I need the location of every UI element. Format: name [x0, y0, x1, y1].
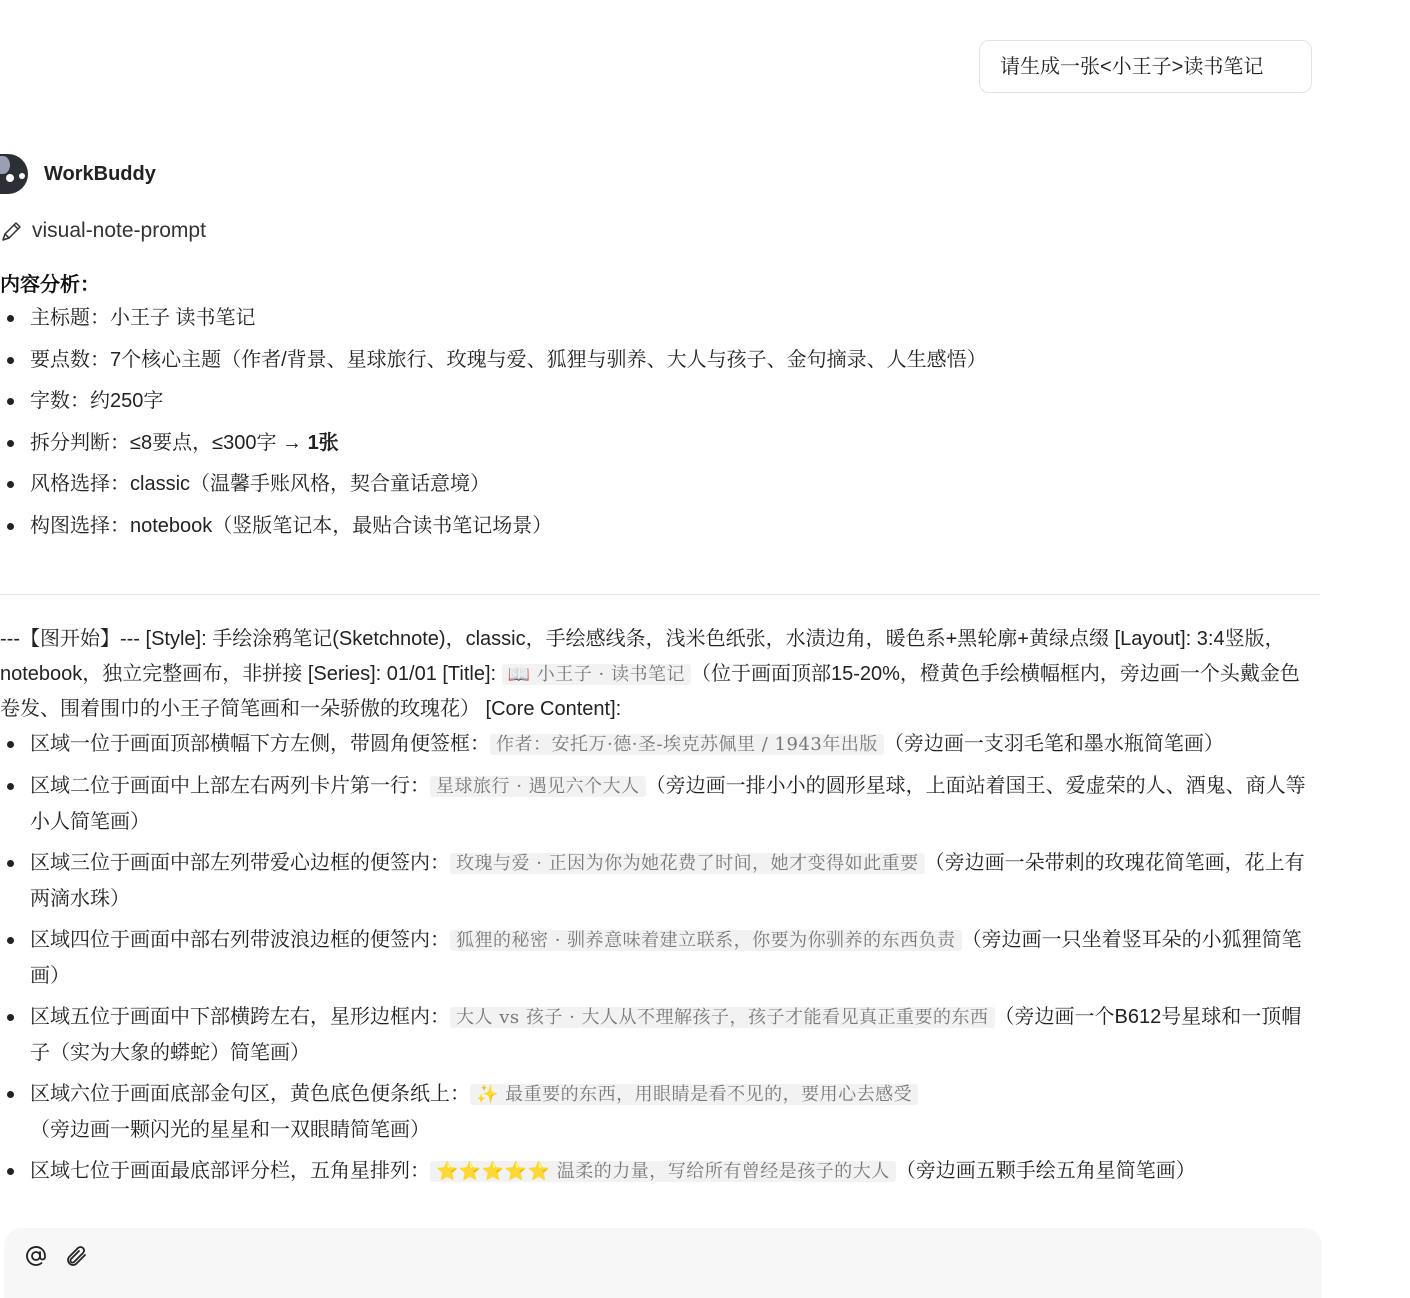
list-item: 区域四位于画面中部右列带波浪边框的便签内： 狐狸的秘密 · 驯养意味着建立联系，你要为你驯养的东西负责 （旁边画一只坐着竖耳朵的小狐狸简笔画） — [0, 923, 1315, 993]
list-item: 拆分判断：≤8要点，≤300字 → 1张 — [0, 425, 987, 467]
list-item: 区域二位于画面中上部左右两列卡片第一行： 星球旅行 · 遇见六个大人 （旁边画一排小小的圆形星球，上面站着国王、爱虚荣的人、酒鬼、商人等小人简笔画） — [0, 769, 1315, 839]
prompt-lead: ---【图开始】--- [Style]: 手绘涂鸦笔记(Sketchnote)，classic，手绘感线条，浅米色纸张，水渍边角，暖色系+黑轮廓+黄绿点缀 [Layout]: 3:4竖版，notebook，独立完整画布，非拼接 [Series]: 01/01 [Title]: 📖 小王子 · 读书笔记 （位于画面顶部15-20%，橙黄色手绘横幅框内，旁边画一个头戴金色卷发、围着围巾的小王子简笔画和一朵骄傲的玫瑰花） [Core Content]: — [0, 628, 1300, 720]
prompt-text-block — [0, 622, 1315, 1200]
chat-input-bar[interactable] — [4, 1228, 1322, 1298]
inline-code: 星球旅行 · 遇见六个大人 — [430, 776, 646, 797]
inline-code: 狐狸的秘密 · 驯养意味着建立联系，你要为你驯养的东西负责 — [450, 930, 962, 951]
assistant-name: WorkBuddy — [44, 162, 156, 185]
regions-list — [0, 727, 1315, 1190]
inline-code: 作者：安托万·德·圣-埃克苏佩里 / 1943年出版 — [490, 734, 884, 755]
list-item: 要点数：7个核心主题（作者/背景、星球旅行、玫瑰与爱、狐狸与驯养、大人与孩子、金句摘录、人生感悟） — [0, 342, 987, 384]
user-message-bubble: 请生成一张<小王子>读书笔记 — [979, 40, 1312, 93]
list-item: 主标题：小王子 读书笔记 — [0, 300, 987, 342]
split-result: 1张 — [307, 431, 339, 454]
list-item: 区域五位于画面中下部横跨左右，星形边框内： 大人 vs 孩子 · 大人从不理解孩子，孩子才能看见真正重要的东西 （旁边画一个B612号星球和一顶帽子（实为大象的蟒蛇）简笔画） — [0, 1000, 1315, 1070]
analysis-list — [0, 300, 987, 549]
divider — [0, 594, 1320, 595]
at-icon[interactable] — [24, 1244, 48, 1268]
tool-name: visual-note-prompt — [32, 219, 206, 242]
list-item: 区域七位于画面最底部评分栏，五角星排列： ⭐⭐⭐⭐⭐ 温柔的力量，写给所有曾经是孩子的大人 （旁边画五颗手绘五角星简笔画） — [0, 1154, 1315, 1190]
list-item: 区域一位于画面顶部横幅下方左侧，带圆角便签框： 作者：安托万·德·圣-埃克苏佩里 / 1943年出版 （旁边画一支羽毛笔和墨水瓶简笔画） — [0, 727, 1315, 763]
paperclip-icon[interactable] — [64, 1244, 88, 1268]
list-item: 区域三位于画面中部左列带爱心边框的便签内： 玫瑰与爱 · 正因为你为她花费了时间，她才变得如此重要 （旁边画一朵带刺的玫瑰花简笔画，花上有两滴水珠） — [0, 846, 1315, 916]
inline-code-title: 📖 小王子 · 读书笔记 — [502, 664, 691, 685]
inline-code: 玫瑰与爱 · 正因为你为她花费了时间，她才变得如此重要 — [450, 853, 925, 874]
list-item: 区域六位于画面底部金句区，黄色底色便条纸上： ✨ 最重要的东西，用眼睛是看不见的，要用心去感受（旁边画一颗闪光的星星和一双眼睛简笔画） — [0, 1077, 1315, 1147]
list-item: 构图选择：notebook（竖版笔记本，最贴合读书笔记场景） — [0, 508, 987, 550]
tool-invocation[interactable] — [0, 214, 206, 248]
assistant-avatar — [0, 154, 28, 194]
inline-code: 大人 vs 孩子 · 大人从不理解孩子，孩子才能看见真正重要的东西 — [450, 1007, 995, 1028]
analysis-heading: 内容分析： — [0, 274, 100, 296]
tool-brush-icon — [0, 219, 24, 243]
list-item: 风格选择：classic（温馨手账风格，契合童话意境） — [0, 466, 987, 508]
list-item: 字数：约250字 — [0, 383, 987, 425]
assistant-header — [0, 152, 156, 196]
inline-code: ⭐⭐⭐⭐⭐ 温柔的力量，写给所有曾经是孩子的大人 — [430, 1161, 896, 1182]
inline-code: ✨ 最重要的东西，用眼睛是看不见的，要用心去感受 — [470, 1084, 918, 1105]
